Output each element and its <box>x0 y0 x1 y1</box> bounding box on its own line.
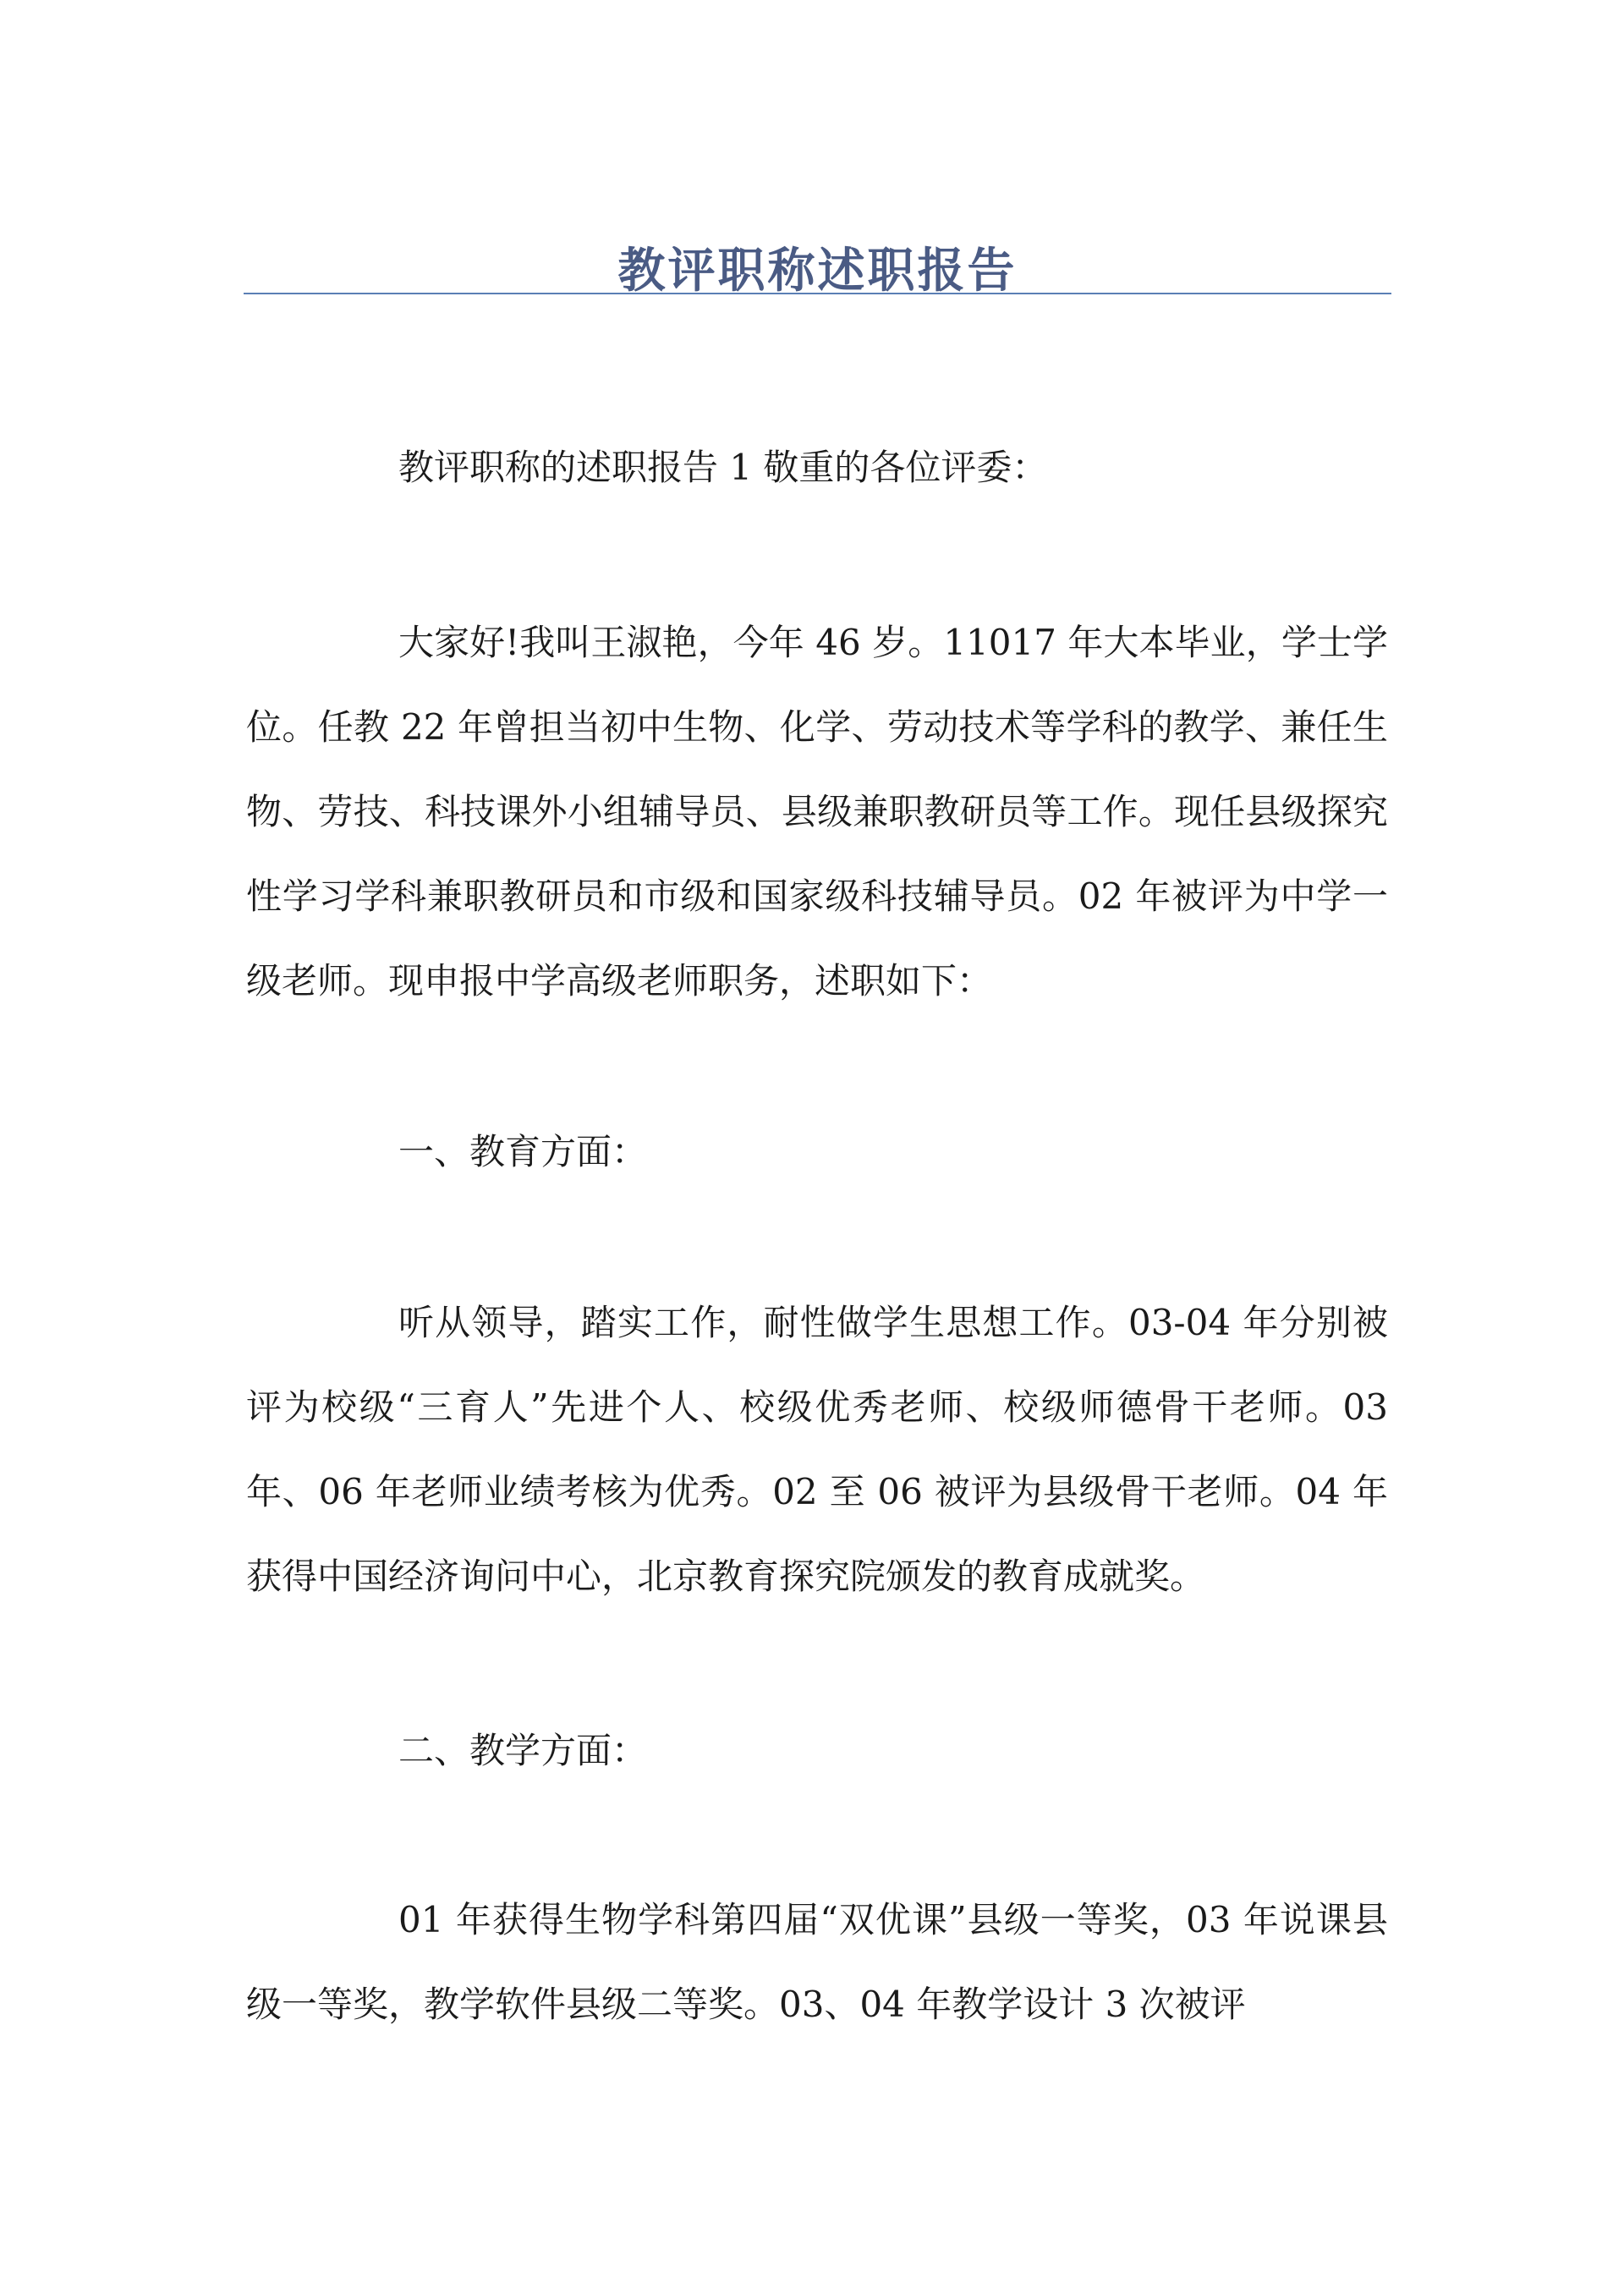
heading-teaching: 二、教学方面： <box>398 1730 648 1771</box>
document-title: 教评职称述职报告 <box>617 242 1018 299</box>
title-divider <box>244 293 1391 294</box>
paragraph-salutation: 教评职称的述职报告 1 敬重的各位评委： <box>398 447 1048 488</box>
paragraph-education: 听从领导，踏实工作，耐性做学生思想工作。03-04 年分别被评为校级“三育人”先进个人、校级优秀老师、校级师德骨干老师。03 年、06 年老师业绩考核为优秀。02 至 06 被评为县级骨干老师。04 年获得中国经济询问中心，北京教育探究院颁发的教育成就奖。 <box>246 1302 1388 1597</box>
paragraph-introduction: 大家好!我叫王淑艳，今年 46 岁。11017 年大本毕业，学士学位。任教 22 年曾担当初中生物、化学、劳动技术等学科的教学、兼任生物、劳技、科技课外小组辅导员、县级兼职教研员等工作。现任县级探究性学习学科兼职教研员和市级和国家级科技辅导员。02 年被评为中学一级老师。现申报中学高级老师职务，述职如下： <box>246 622 1388 1002</box>
paragraph-teaching: 01 年获得生物学科第四届“双优课”县级一等奖，03 年说课县级一等奖，教学软件县级二等奖。03、04 年教学设计 3 次被评 <box>246 1899 1388 2025</box>
heading-education: 一、教育方面： <box>398 1131 648 1172</box>
